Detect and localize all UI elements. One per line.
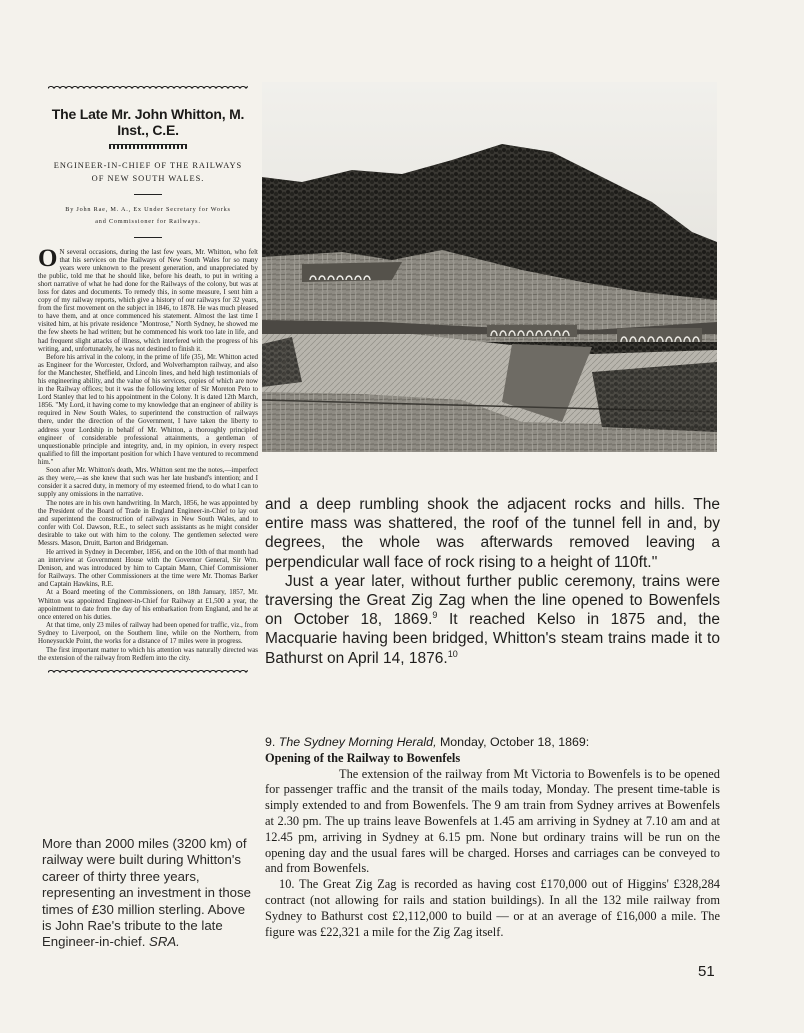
- footnote-ref-9: 9: [432, 610, 438, 621]
- clipping-title: The Late Mr. John Whitton, M. Inst., C.E.: [51, 106, 245, 138]
- clipping-paragraph: At that time, only 23 miles of railway had been opened for traffic, viz., from Sydney to Liverpool, on the Southern line, while on the Northern, from Honeysuckle Point, the works for a distance of 17 miles were in progress.: [38, 621, 258, 646]
- clipping-paragraph: He arrived in Sydney in December, 1856, and on the 10th of that month had an interview at Government House with the Governor General, Sir Wm. Denison, and was introduced by him to Captain Mann, Chief Commissioner for Railways. The other Commissioners at the time were Mr. Thomas Barker and Captain Hawkins, R.E.: [38, 547, 258, 588]
- clipping-paragraph: O N several occasions, during the last few years, Mr. Whitton, who felt that his services on the Railways of New South Wales for so many years were unknown to the present generation, and unappreciated by the public, told me that he should like, before his death, to put in writing a short narrative of what he had done for the Railways of the colony, but was at loss for dates and documents. To remedy this, in some measure, I sent him a copy of my railway reports, which give a history of our railways for 32 years, from the first movement on the subject in 1846, to 1878. He was much pleased to have them, and at once commenced his statement. Almost the last time I visited him, at his private residence "Montrose," North Sydney, he showed me the few sheets he had written; but he commenced his work too late in life, and had frequent slight attacks of illness, which interfered with the progress of his writing, and, unfortunately, he was not destined to finish it.: [38, 245, 258, 353]
- footnote-9-header: [265, 735, 720, 751]
- footnote-9-number: 9.: [265, 735, 276, 749]
- article-text: [265, 495, 720, 668]
- footnotes: [265, 735, 720, 940]
- subtitle-line-2: OF NEW SOUTH WALES.: [91, 174, 205, 183]
- footnote-9-source: The Sydney Morning Herald,: [278, 735, 437, 749]
- author-line-2: and Commissioner for Railways.: [95, 218, 201, 225]
- clipping-paragraph: The first important matter to which his attention was naturally directed was the extension of the railway from Redfern into the city.: [38, 645, 258, 662]
- caption-signature: SRA.: [149, 934, 180, 950]
- caption-text: More than 2000 miles (3200 km) of railway were built during Whitton's career of thirty three years, representing an investment in those times of £30 million sterling. Above is John Rae's tribute to the late Engineer-in-chief.: [42, 836, 251, 950]
- author-line-1: By John Rae, M. A., Ex Under Secretary for Works: [65, 206, 231, 213]
- article-paragraph-1: and a deep rumbling shook the adjacent rocks and hills. The entire mass was shattered, the roof of the tunnel fell in and, by degrees, the whole was afterwards removed leaving a perpendicular wall face of rock rising to a height of 110ft.'': [265, 496, 720, 571]
- zig-zag-illustration: [262, 82, 717, 452]
- footnote-9-body: The extension of the railway from Mt Victoria to Bowenfels is to be opened for passenger traffic and the transit of the mails today, Monday. The present time-table is simply extended to and from Bowenfels. The 9 am train from Sydney arrives at Bowenfels at 2.30 pm. The up trains leave Bowenfels at 1.45 am arriving in Sydney at 7.10 am and at 12.45 pm, arriving in Sydney at 6.15 pm. None but ordinary trains will be run on the opening day and the usual fares will be charged. Horses and carriages can be conveyed to and from Bowenfels.: [265, 766, 720, 876]
- wavy-rule-top: [48, 84, 248, 90]
- clipping-paragraph: At a Board meeting of the Commissioners, on 18th January, 1857, Mr. Whitton was appointed Engineer-in-Chief for Railway at £1,500 a year, the appointment to date from the day of his embarkation from England, and he at once entered on his duties.: [38, 588, 258, 621]
- subtitle-line-1: ENGINEER-IN-CHIEF OF THE RAILWAYS: [53, 161, 243, 170]
- clipping-paragraph: Soon after Mr. Whitton's death, Mrs. Whitton sent me the notes,—imperfect as they were,—as she knew that such was her late husband's intention; and I consider it a sacred duty, in memory of my esteemed friend, to do what I can to supply any omissions in the narrative.: [38, 466, 258, 499]
- clipping-paragraph: Before his arrival in the colony, in the prime of life (35), Mr. Whitton acted as Engineer for the Worcester, Oxford, and Wolverhampton railway, and also for the Manchester, Sheffield, and Lincoln lines, and held high testimonials of his engineering ability, and the value of his services, copies of which are now in the Railway offices; but it was the following letter of Sir Moreton Peto to Lord Stanley that led to his appointment in the Colony. It is dated 12th March, 1856. "My Lord, it having come to my knowledge that an engineer of ability is required in New South Wales, to superintend the construction of railways there, under the direction of the Government, I have taken the liberty to address your Lordship in behalf of Mr. Whitton, a thoroughly principled engineer of considerable professional attainments, a gentleman of unquestionable principle and integrity, and, in my opinion, in every respect qualified to fill the important position for which I have ventured to recommend him.": [38, 353, 258, 466]
- short-rule: [134, 194, 162, 195]
- clipping-caption: [42, 836, 257, 951]
- page-number: 51: [698, 963, 715, 980]
- newspaper-clipping: [38, 84, 258, 822]
- drop-cap: O: [38, 245, 58, 272]
- wavy-rule-bottom: [48, 668, 248, 674]
- footnote-9-date: Monday, October 18, 1869:: [439, 735, 590, 749]
- zig-zag-scene: [262, 82, 717, 452]
- footnote-ref-10: 10: [447, 648, 458, 659]
- clipping-subtitle: [38, 159, 258, 185]
- clipping-body: [38, 245, 258, 662]
- article-paragraph-2: Just a year later, without further public ceremony, trains were traversing the Great Zig Zag when the line opened to Bowenfels on October 18, 1869.$^9$ It reached Kelso in 1875 and, the Macquarie having been bridged, Whitton's steam trains made it to Bathurst on April 14, 1876.10: [265, 572, 720, 667]
- short-rule-2: [134, 237, 162, 238]
- dash-rule: [109, 144, 187, 149]
- footnote-9-title: Opening of the Railway to Bowenfels: [265, 750, 461, 765]
- footnote-10: 10. The Great Zig Zag is recorded as having cost £170,000 out of Higgins' £328,284 contract (not allowing for rails and station buildings). In all the 132 mile railway from Sydney to Bathurst cost £2,112,000 to build — or at an average of £16,000 a mile. The figure was £22,321 a mile for the Zig Zag itself.: [265, 877, 720, 939]
- clipping-paragraph: The notes are in his own handwriting. In March, 1856, he was appointed by the President of the Board of Trade in England Engineer-in-Chief to lay out and superintend the construction of railways in New South Wales, and to confer with Col. Dawson, R.E., to select such assistants as he might consider desirable to take out with him to the colony. The gentlemen selected were Messrs. Mason, Druitt, Barton and Bridgeman.: [38, 498, 258, 548]
- clipping-author: [38, 204, 258, 228]
